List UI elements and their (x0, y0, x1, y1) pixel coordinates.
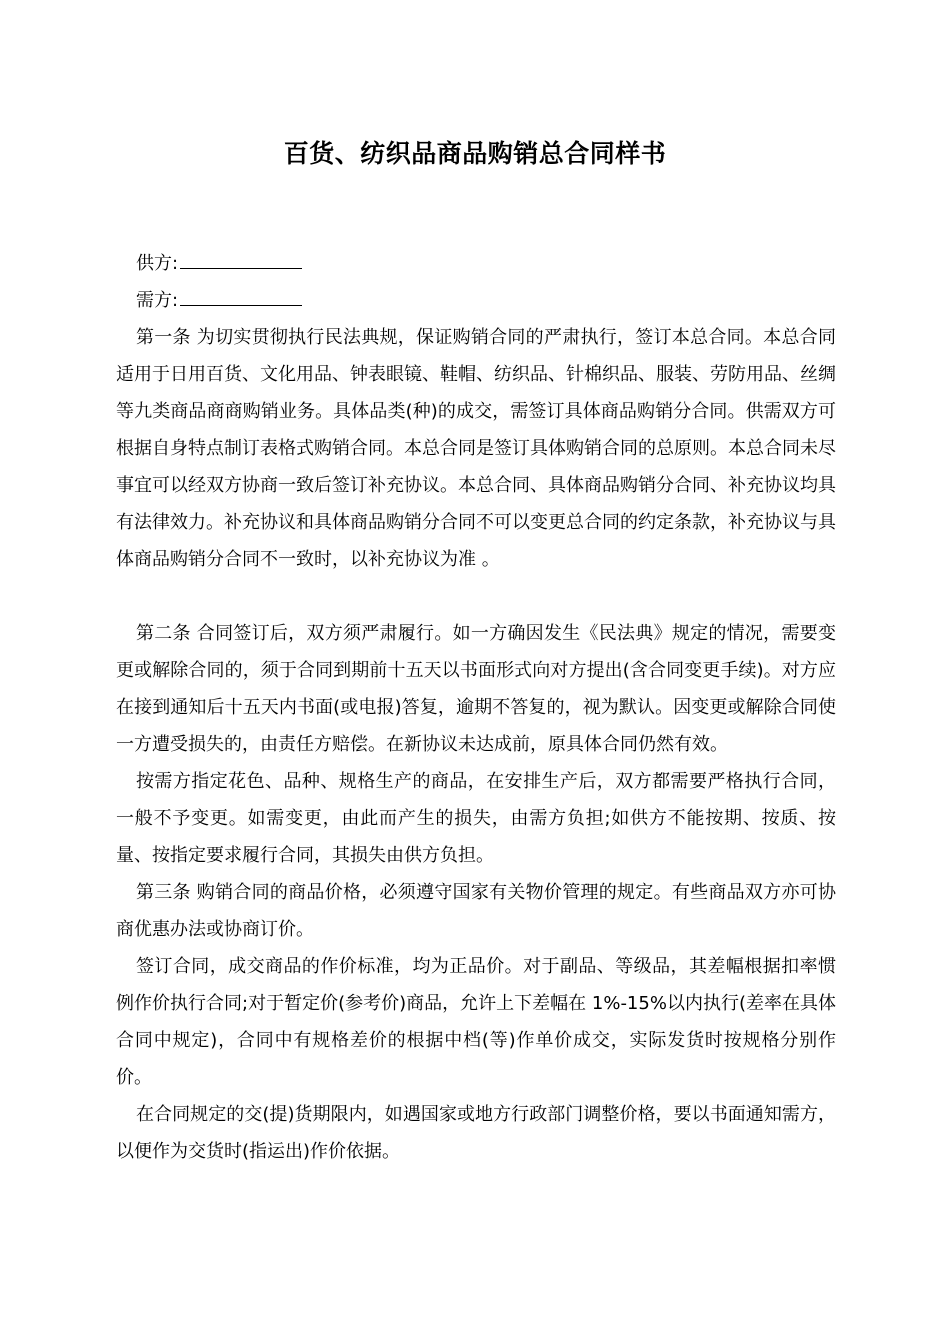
article-2-paragraph: 第二条 合同签订后，双方须严肃履行。如一方确因发生《民法典》规定的情况，需要变更或解除合同的，须于合同到期前十五天以书面形式向对方提出(含合同变更手续)。对方应在接到通知后十五天内书面(或电报)答复，逾期不答复的，视为默认。因变更或解除合同使一方遭受损失的，由责任方赔偿。在新协议未达成前，原具体合同仍然有效。 (116, 623, 836, 755)
article-3-paragraph: 第三条 购销合同的商品价格，必须遵守国家有关物价管理的规定。有些商品双方亦可协商优惠办法或协商订价。 (116, 882, 836, 940)
pricing-standard-paragraph: 签订合同，成交商品的作价标准，均为正品价。对于副品、等级品，其差幅根据扣率惯例作价执行合同;对于暂定价(参考价)商品，允许上下差幅在 1%-15%以内执行(差率在具体合同中规定)，合同中有规格差价的根据中档(等)作单价成交，实际发货时按规格分别作价。 (116, 956, 836, 1088)
buyer-label: 需方: (136, 290, 179, 311)
supplier-blank-line (180, 252, 302, 269)
document-body (116, 245, 836, 1170)
supplier-label: 供方: (136, 253, 179, 274)
custom-goods-paragraph: 按需方指定花色、品种、规格生产的商品，在安排生产后，双方都需要严格执行合同，一般不予变更。如需变更，由此而产生的损失，由需方负担;如供方不能按期、按质、按量、按指定要求履行合同，其损失由供方负担。 (116, 771, 836, 866)
document-title: 百货、纺织品商品购销总合同样书 (283, 139, 667, 168)
buyer-field (116, 282, 836, 319)
article-1-paragraph: 第一条 为切实贯彻执行民法典规，保证购销合同的严肃执行，签订本总合同。本总合同适用于日用百货、文化用品、钟表眼镜、鞋帽、纺织品、针棉织品、服装、劳防用品、丝绸等九类商品商商购销业务。具体品类(种)的成交，需签订具体商品购销分合同。供需双方可根据自身特点制订表格式购销合同。本总合同是签订具体购销合同的总原则。本总合同未尽事宜可以经双方协商一致后签订补充协议。本总合同、具体商品购销分合同、补充协议均具有法律效力。补充协议和具体商品购销分合同不可以变更总合同的约定条款，补充协议与具体商品购销分合同不一致时，以补充协议为准 。 (116, 327, 836, 570)
buyer-blank-line (180, 289, 302, 306)
price-adjustment-paragraph: 在合同规定的交(提)货期限内，如遇国家或地方行政部门调整价格，要以书面通知需方，以便作为交货时(指运出)作价依据。 (116, 1104, 836, 1162)
supplier-field (116, 245, 836, 282)
